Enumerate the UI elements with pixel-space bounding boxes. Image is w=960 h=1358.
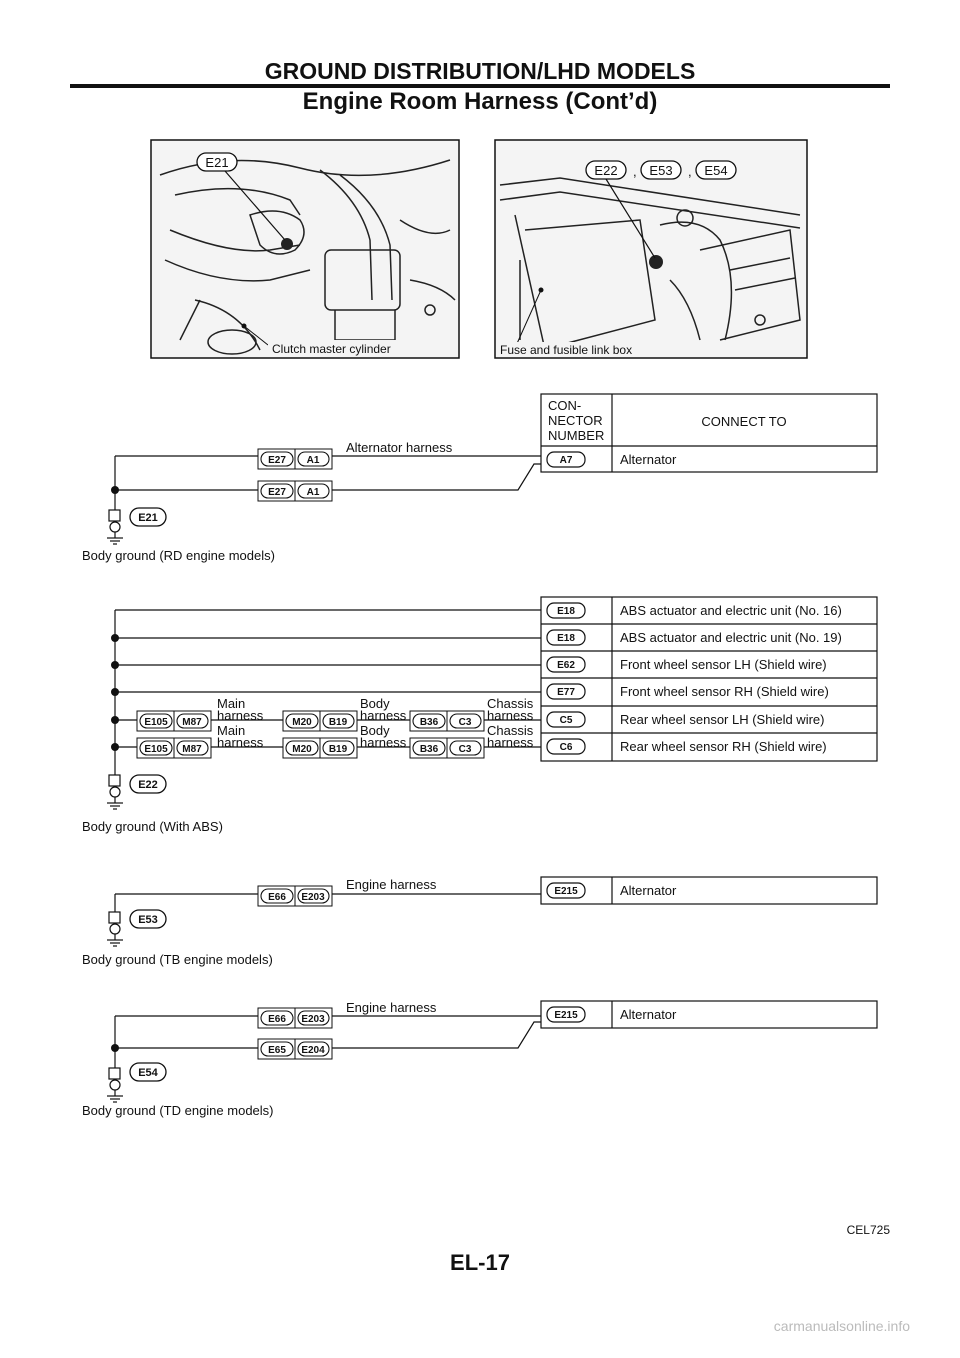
header-connect-to: CONNECT TO — [701, 414, 787, 429]
connector-c3: C3 — [458, 717, 472, 728]
ground-symbol-icon — [107, 1068, 123, 1102]
ground-bolt-icon — [649, 255, 663, 269]
connector-e65: E65 — [268, 1045, 286, 1056]
harness-label-harness: harness — [217, 735, 264, 750]
harness-label: Alternator harness — [346, 440, 453, 455]
ground-label: Body ground (With ABS) — [82, 819, 223, 834]
connector-b19: B19 — [328, 744, 348, 755]
junction-dot — [111, 688, 119, 696]
figure-code: CEL725 — [846, 1223, 890, 1237]
photo-tag-e22: E22 — [594, 163, 618, 178]
section-e53 — [82, 877, 877, 967]
connect-to-rear-lh: Rear wheel sensor LH (Shield wire) — [620, 712, 825, 727]
connect-to-abs-19: ABS actuator and electric unit (No. 19) — [620, 630, 842, 645]
connector-b19: B19 — [328, 717, 348, 728]
harness-label-chassis: Chassis — [487, 723, 534, 738]
ground-tag-e54: E54 — [138, 1067, 158, 1079]
page-number: EL-17 — [450, 1250, 510, 1275]
connector-c6: C6 — [559, 742, 573, 753]
header-connector-number: CON- — [548, 398, 582, 413]
harness-label-main: Main — [217, 696, 246, 711]
connect-to-front-rh: Front wheel sensor RH (Shield wire) — [620, 684, 829, 699]
connector-e203: E203 — [301, 1014, 325, 1025]
junction-dot — [111, 634, 119, 642]
connector-a7: A7 — [559, 455, 573, 466]
section-e54 — [82, 1000, 877, 1118]
harness-label: Engine harness — [346, 1000, 437, 1015]
connector-c5: C5 — [559, 715, 573, 726]
page-title: GROUND DISTRIBUTION/LHD MODELS — [264, 58, 696, 84]
connector-e27: E27 — [268, 455, 286, 466]
connector-m87: M87 — [182, 717, 202, 728]
connector-m87: M87 — [182, 744, 202, 755]
ground-label: Body ground (TB engine models) — [82, 952, 273, 967]
ground-symbol-icon — [107, 510, 123, 544]
connector-b36: B36 — [419, 717, 439, 728]
connector-a1: A1 — [306, 487, 320, 498]
connect-to-rear-rh: Rear wheel sensor RH (Shield wire) — [620, 739, 827, 754]
ground-label: Body ground (TD engine models) — [82, 1103, 274, 1118]
section-e21 — [82, 394, 877, 563]
photo-e21 — [151, 140, 459, 358]
connector-e215: E215 — [554, 1010, 578, 1021]
connector-table — [541, 1001, 877, 1028]
connector-a1: A1 — [306, 455, 320, 466]
harness-label-harness: harness — [217, 708, 264, 723]
junction-dot — [111, 743, 119, 751]
page-subtitle: Engine Room Harness (Cont’d) — [302, 88, 658, 115]
section-e22 — [82, 597, 877, 834]
connector-e203: E203 — [301, 892, 325, 903]
ground-bolt-icon — [281, 238, 293, 250]
connector-e215: E215 — [554, 886, 578, 897]
connector-e62: E62 — [557, 660, 575, 671]
junction-dot — [111, 716, 119, 724]
connector-e66: E66 — [268, 1014, 286, 1025]
photo-e21-caption: Clutch master cylinder — [272, 342, 391, 356]
ground-tag-e21: E21 — [138, 512, 158, 524]
connector-e105: E105 — [144, 744, 168, 755]
connector-e77: E77 — [557, 687, 575, 698]
photo-e22-caption: Fuse and fusible link box — [500, 343, 633, 357]
connector-m20: M20 — [292, 717, 312, 728]
harness-label-harness: harness — [360, 735, 407, 750]
ground-symbol-icon — [107, 912, 123, 946]
harness-label-harness: harness — [487, 708, 534, 723]
harness-label-harness: harness — [487, 735, 534, 750]
connector-e18: E18 — [557, 606, 575, 617]
ground-tag-e53: E53 — [138, 914, 158, 926]
connector-b36: B36 — [419, 744, 439, 755]
connect-to-front-lh: Front wheel sensor LH (Shield wire) — [620, 657, 827, 672]
harness-label-body: Body — [360, 696, 390, 711]
harness-label-harness: harness — [360, 708, 407, 723]
connector-e66: E66 — [268, 892, 286, 903]
harness-label-body: Body — [360, 723, 390, 738]
tag-separator: , — [688, 164, 692, 179]
photo-tag-e54: E54 — [704, 163, 728, 178]
connect-to-alternator: Alternator — [620, 883, 677, 898]
connector-e204: E204 — [301, 1045, 325, 1056]
ground-label: Body ground (RD engine models) — [82, 548, 275, 563]
connect-to-alternator: Alternator — [620, 1007, 677, 1022]
connector-e105: E105 — [144, 717, 168, 728]
connector-e18: E18 — [557, 633, 575, 644]
photo-tag-e53: E53 — [649, 163, 673, 178]
header-connector-number: NECTOR — [548, 413, 603, 428]
junction-dot — [111, 486, 119, 494]
ground-tag-e22: E22 — [138, 779, 158, 791]
connector-m20: M20 — [292, 744, 312, 755]
connect-to-alternator: Alternator — [620, 452, 677, 467]
tag-separator: , — [633, 164, 637, 179]
harness-label-chassis: Chassis — [487, 696, 534, 711]
connector-table — [541, 597, 877, 761]
photo-e22-e53-e54 — [495, 140, 807, 358]
connector-table — [541, 877, 877, 904]
connector-c3: C3 — [458, 744, 472, 755]
junction-dot — [111, 1044, 119, 1052]
connector-e27: E27 — [268, 487, 286, 498]
junction-dot — [111, 661, 119, 669]
harness-label: Engine harness — [346, 877, 437, 892]
connect-to-abs-16: ABS actuator and electric unit (No. 16) — [620, 603, 842, 618]
watermark: carmanualsonline.info — [773, 1318, 910, 1334]
harness-label-main: Main — [217, 723, 246, 738]
ground-symbol-icon — [107, 775, 123, 809]
photo-e21-tag: E21 — [205, 155, 229, 170]
header-connector-number: NUMBER — [548, 428, 605, 443]
